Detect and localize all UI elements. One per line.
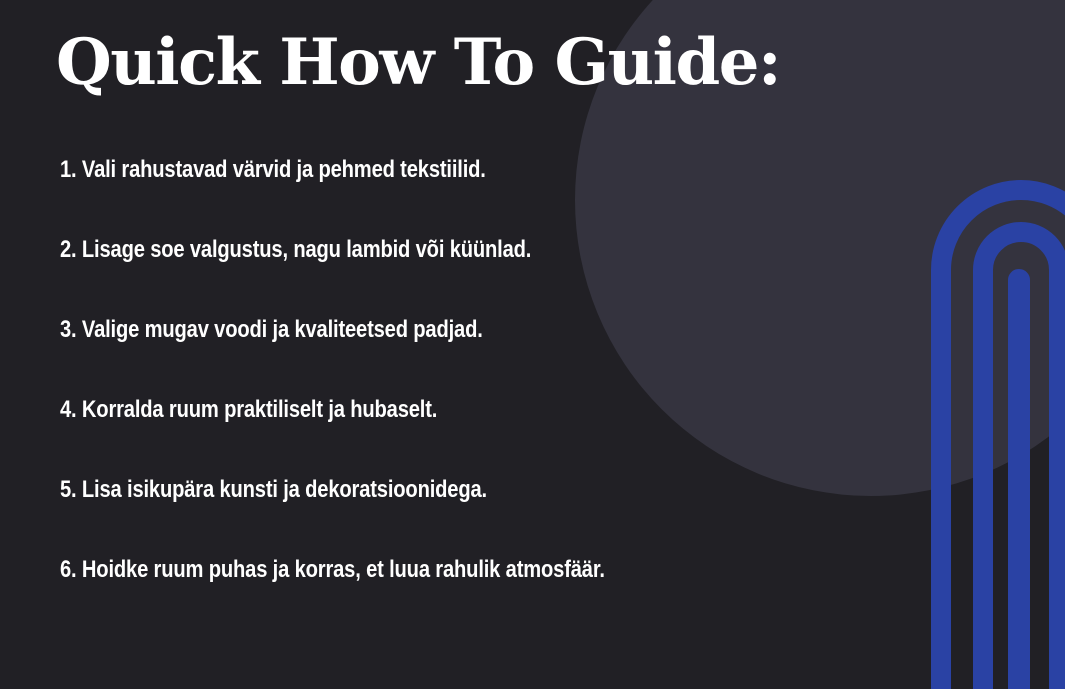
outer-arch xyxy=(941,190,1065,689)
page-title: Quick How To Guide: xyxy=(56,25,781,100)
step-5: 5. Lisa isikupära kunsti ja dekoratsioonidega. xyxy=(60,476,487,503)
inner-arch xyxy=(1017,278,1021,689)
step-2: 2. Lisage soe valgustus, nagu lambid või küünlad. xyxy=(60,236,532,263)
step-6: 6. Hoidke ruum puhas ja korras, et luua rahulik atmosfäär. xyxy=(60,556,605,583)
steps-list xyxy=(60,148,709,628)
step-4: 4. Korralda ruum praktiliselt ja hubaselt. xyxy=(60,396,438,423)
step-1: 1. Vali rahustavad värvid ja pehmed tekstiilid. xyxy=(60,156,486,183)
step-3: 3. Valige mugav voodi ja kvaliteetsed padjad. xyxy=(60,316,483,343)
